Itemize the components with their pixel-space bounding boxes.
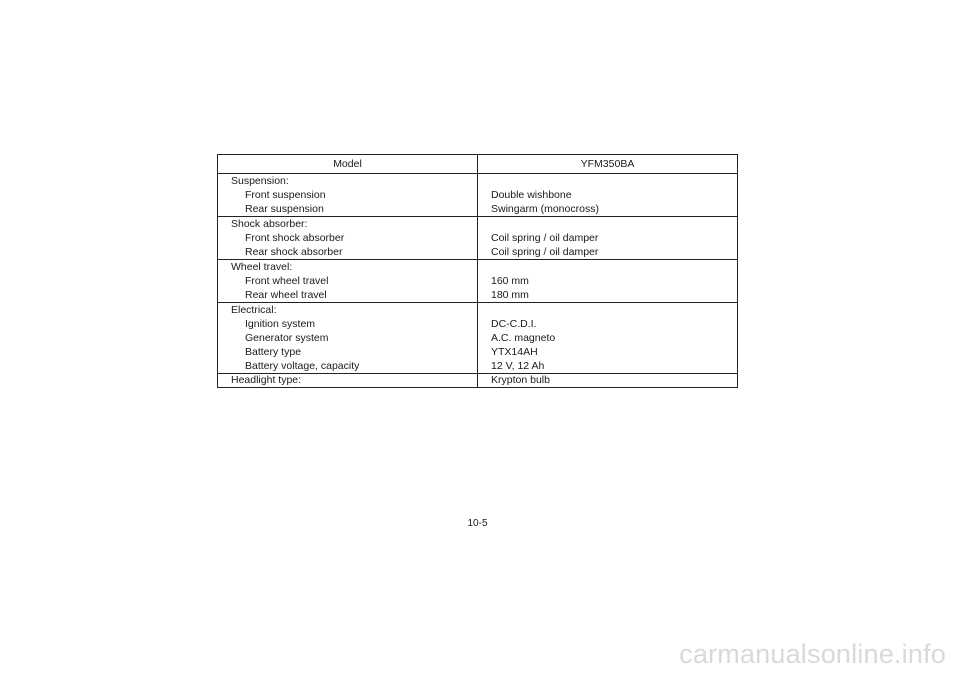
spec-group-electrical [218,303,737,374]
spec-value: Swingarm (monocross) [491,203,599,215]
spec-value: YTX14AH [491,346,538,358]
spec-table [217,154,738,388]
header-model-label: Model [218,155,478,173]
spec-label: Battery voltage, capacity [245,360,360,372]
spec-value: 180 mm [491,289,529,301]
spec-group-wheel-travel [218,260,737,303]
spec-label: Generator system [245,332,329,344]
spec-group-shock-absorber [218,217,737,260]
category-label: Electrical: [231,304,277,316]
spec-value: Coil spring / oil damper [491,232,599,244]
spec-label: Battery type [245,346,302,358]
header-model-value: YFM350BA [580,158,635,170]
spec-label: Front suspension [245,189,326,201]
category-label: Headlight type: [231,374,302,386]
spec-value: 160 mm [491,275,529,287]
spec-label: Rear shock absorber [245,246,343,258]
spec-value: Krypton bulb [491,374,550,386]
spec-group-headlight [218,374,737,387]
watermark-text: carmanualsonline.info [679,639,946,669]
spec-group-suspension [218,174,737,217]
spec-label: Front wheel travel [245,275,329,287]
spec-value: Coil spring / oil damper [491,246,599,258]
table-header-row [218,155,737,174]
spec-label: Rear wheel travel [245,289,327,301]
spec-label: Front shock absorber [245,232,345,244]
spec-value: Double wishbone [491,189,572,201]
spec-label: Ignition system [245,318,316,330]
page-number: 10-5 [467,518,488,529]
category-label: Suspension: [231,175,289,187]
spec-value: 12 V, 12 Ah [491,360,545,372]
spec-label: Rear suspension [245,203,324,215]
category-label: Wheel travel: [231,261,293,273]
spec-value: A.C. magneto [491,332,556,344]
spec-value: DC-C.D.I. [491,318,537,330]
category-label: Shock absorber: [231,218,308,230]
